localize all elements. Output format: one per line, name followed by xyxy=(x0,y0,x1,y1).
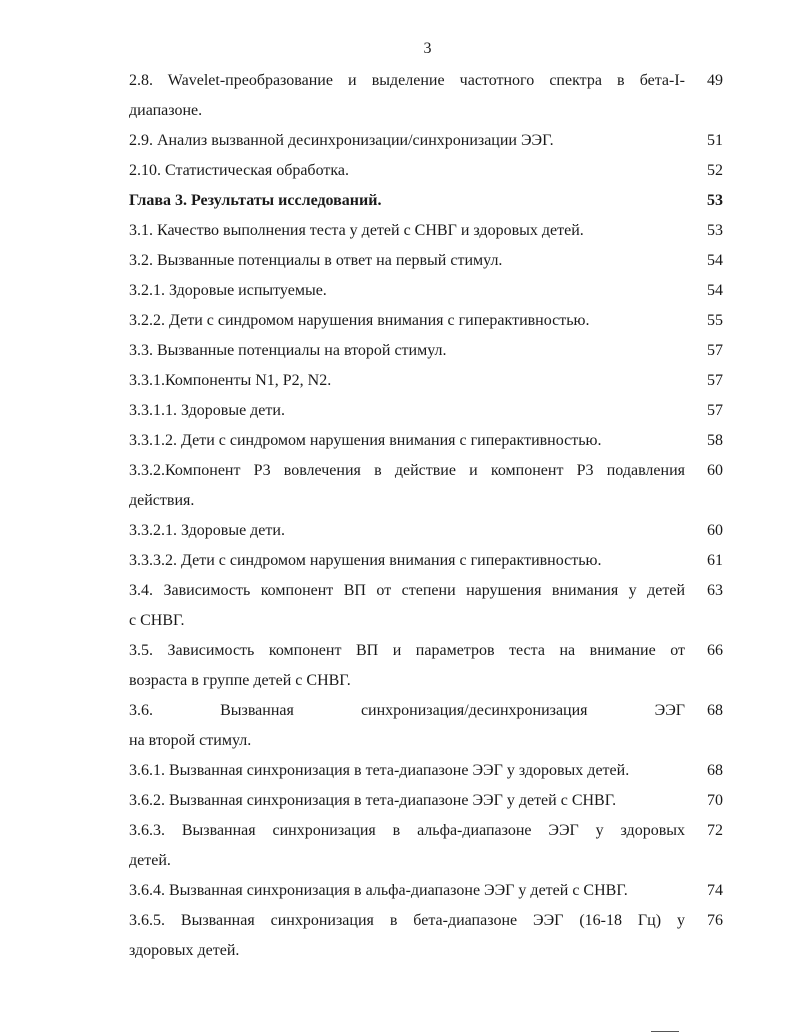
toc-entry-page-number: 70 xyxy=(707,792,723,809)
toc-entry-title xyxy=(129,396,685,426)
toc-entry-title-line1: 3.3.1.2. Дети с синдромом нарушения внимания с гиперактивностью. xyxy=(129,432,602,449)
toc-entry xyxy=(129,696,723,756)
toc-entry xyxy=(129,336,723,366)
toc-entry-title-line1: 3.1. Качество выполнения теста у детей с СНВГ и здоровых детей. xyxy=(129,222,584,239)
toc-entry xyxy=(129,876,723,906)
toc-entry-title-line1: 3.6.1. Вызванная синхронизация в тета-диапазоне ЭЭГ у здоровых детей. xyxy=(129,762,630,779)
bottom-mark xyxy=(651,1031,679,1032)
toc-entry-page-number: 54 xyxy=(707,282,723,299)
toc-entry-title-line1: 3.3.2.1. Здоровые дети. xyxy=(129,522,285,539)
toc-entry-title-line2: с СНВГ. xyxy=(129,612,185,629)
toc-entry-page-number: 51 xyxy=(707,132,723,149)
toc-entry-page-number: 49 xyxy=(707,72,723,89)
toc-entry-page-number: 57 xyxy=(707,402,723,419)
toc-entry xyxy=(129,246,723,276)
table-of-contents xyxy=(129,66,723,966)
toc-entry-title xyxy=(129,756,685,786)
toc-entry-title-line1: 3.3. Вызванные потенциалы на второй стимул. xyxy=(129,342,447,359)
toc-entry xyxy=(129,456,723,516)
toc-entry-title-line2: возраста в группе детей с СНВГ. xyxy=(129,672,351,689)
toc-entry xyxy=(129,426,723,456)
toc-entry-page-number: 68 xyxy=(707,702,723,719)
toc-entry-title-line1: 2.9. Анализ вызванной десинхронизации/синхронизации ЭЭГ. xyxy=(129,132,554,149)
toc-entry xyxy=(129,546,723,576)
toc-entry xyxy=(129,126,723,156)
toc-entry-title xyxy=(129,246,685,276)
toc-entry-title xyxy=(129,216,685,246)
toc-entry-title-line2: диапазоне. xyxy=(129,102,203,119)
toc-entry-title xyxy=(129,426,685,456)
toc-entry-title xyxy=(129,816,685,876)
page-number: 3 xyxy=(423,40,432,57)
toc-entry xyxy=(129,66,723,126)
toc-entry xyxy=(129,576,723,636)
toc-entry-page-number: 68 xyxy=(707,762,723,779)
toc-entry-page-number: 53 xyxy=(707,222,723,239)
toc-entry-title xyxy=(129,186,685,216)
toc-entry-page-number: 58 xyxy=(707,432,723,449)
toc-entry-title xyxy=(129,906,685,966)
toc-entry-page-number: 54 xyxy=(707,252,723,269)
toc-entry-title xyxy=(129,156,685,186)
toc-entry-page-number: 76 xyxy=(707,912,723,929)
toc-entry xyxy=(129,816,723,876)
toc-entry xyxy=(129,786,723,816)
toc-chapter-heading xyxy=(129,186,723,216)
toc-entry-title-line1: 3.3.1.Компоненты N1, P2, N2. xyxy=(129,372,332,389)
toc-entry-title xyxy=(129,636,685,696)
toc-entry xyxy=(129,216,723,246)
toc-entry-title xyxy=(129,576,685,636)
toc-entry-title xyxy=(129,66,685,126)
toc-entry-title xyxy=(129,546,685,576)
toc-entry-title-line1: 3.6. Вызванная синхронизация/десинхронизация ЭЭГ xyxy=(129,702,685,719)
toc-entry-title xyxy=(129,366,685,396)
toc-entry-title-line1: 3.3.3.2. Дети с синдромом нарушения внимания с гиперактивностью. xyxy=(129,552,602,569)
toc-entry xyxy=(129,756,723,786)
toc-entry-title-line2: детей. xyxy=(129,852,171,869)
toc-entry-page-number: 55 xyxy=(707,312,723,329)
toc-entry-title-line1: 2.8. Wavelet-преобразование и выделение частотного спектра в бета-I- xyxy=(129,72,685,89)
toc-entry-page-number: 57 xyxy=(707,342,723,359)
toc-entry-page-number: 66 xyxy=(707,642,723,659)
toc-entry-title-line1: 3.6.3. Вызванная синхронизация в альфа-диапазоне ЭЭГ у здоровых xyxy=(129,822,685,839)
toc-entry-page-number: 61 xyxy=(707,552,723,569)
toc-entry-title-line1: 3.2. Вызванные потенциалы в ответ на первый стимул. xyxy=(129,252,503,269)
toc-entry-page-number: 63 xyxy=(707,582,723,599)
toc-entry-title-line1: 3.4. Зависимость компонент ВП от степени нарушения внимания у детей xyxy=(129,582,685,599)
toc-entry-title-line2: на второй стимул. xyxy=(129,732,252,749)
toc-entry-title-line1: 3.6.2. Вызванная синхронизация в тета-диапазоне ЭЭГ у детей с СНВГ. xyxy=(129,792,617,809)
toc-entry xyxy=(129,516,723,546)
toc-entry-title-line1: 2.10. Статистическая обработка. xyxy=(129,162,349,179)
toc-entry-title-line1: 3.2.2. Дети с синдромом нарушения внимания с гиперактивностью. xyxy=(129,312,590,329)
toc-entry-page-number: 60 xyxy=(707,462,723,479)
toc-entry-page-number: 57 xyxy=(707,372,723,389)
toc-entry-title xyxy=(129,306,685,336)
toc-entry-title-line1: 3.2.1. Здоровые испытуемые. xyxy=(129,282,327,299)
toc-entry xyxy=(129,156,723,186)
toc-entry-title xyxy=(129,336,685,366)
toc-entry-title-line1: 3.5. Зависимость компонент ВП и параметров теста на внимание от xyxy=(129,642,685,659)
toc-entry xyxy=(129,906,723,966)
toc-entry-page-number: 74 xyxy=(707,882,723,899)
toc-entry-page-number: 52 xyxy=(707,162,723,179)
toc-entry-title xyxy=(129,456,685,516)
toc-entry xyxy=(129,276,723,306)
toc-entry-title-line1: 3.3.1.1. Здоровые дети. xyxy=(129,402,285,419)
toc-entry-title-line2: действия. xyxy=(129,492,195,509)
toc-entry-title-line1: Глава 3. Результаты исследований. xyxy=(129,192,382,209)
toc-entry xyxy=(129,306,723,336)
toc-entry-title xyxy=(129,696,685,756)
toc-entry-title xyxy=(129,876,685,906)
toc-entry-title xyxy=(129,276,685,306)
toc-entry-page-number: 53 xyxy=(707,192,723,209)
toc-entry-title-line1: 3.6.4. Вызванная синхронизация в альфа-диапазоне ЭЭГ у детей с СНВГ. xyxy=(129,882,628,899)
toc-entry xyxy=(129,636,723,696)
toc-entry-title-line1: 3.6.5. Вызванная синхронизация в бета-диапазоне ЭЭГ (16-18 Гц) у xyxy=(129,912,685,929)
toc-entry-title xyxy=(129,516,685,546)
toc-entry-title-line1: 3.3.2.Компонент P3 вовлечения в действие и компонент P3 подавления xyxy=(129,462,685,479)
toc-entry xyxy=(129,396,723,426)
toc-entry-page-number: 60 xyxy=(707,522,723,539)
toc-entry-title xyxy=(129,126,685,156)
toc-entry xyxy=(129,366,723,396)
toc-entry-page-number: 72 xyxy=(707,822,723,839)
toc-entry-title xyxy=(129,786,685,816)
toc-entry-title-line2: здоровых детей. xyxy=(129,942,240,959)
